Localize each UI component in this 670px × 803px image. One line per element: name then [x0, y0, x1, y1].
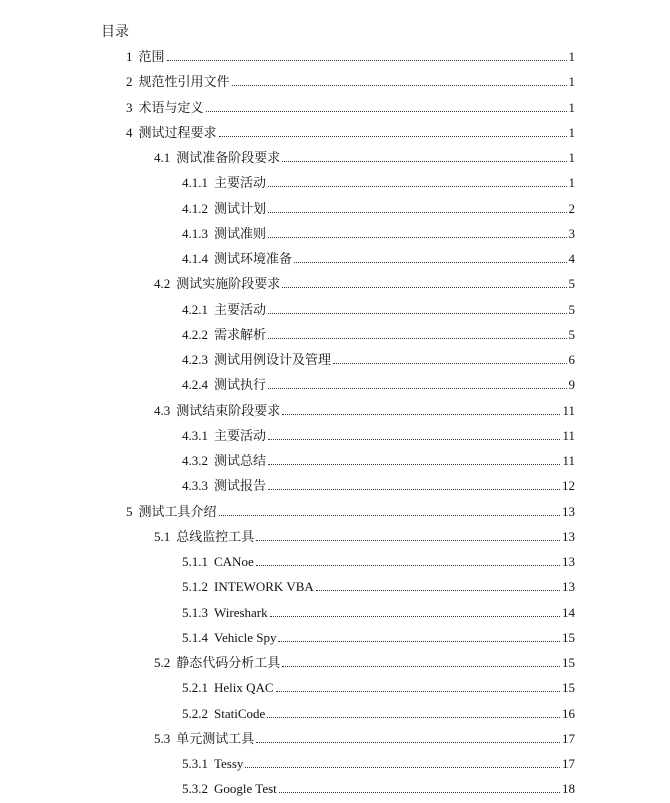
toc-entry-title: 测试过程要求 — [138, 124, 217, 140]
toc-entry-page: 16 — [562, 705, 575, 721]
toc-entry-page: 12 — [562, 478, 575, 494]
toc-entry-page: 13 — [562, 579, 575, 595]
toc-entry-number: 2 — [126, 74, 133, 90]
toc-entry-title: 需求解析 — [214, 326, 267, 342]
toc-entry-title: 测试工具介绍 — [138, 503, 217, 519]
toc-entry-number: 5.3 — [154, 730, 171, 746]
toc-leader-dots — [219, 515, 560, 516]
toc-leader-dots — [268, 212, 566, 213]
toc-entry-title: 术语与定义 — [138, 99, 204, 115]
toc-entry[interactable] — [126, 121, 575, 141]
toc-entry-title: StatiCode — [214, 705, 266, 721]
toc-entry-number: 4.3.1 — [182, 427, 208, 443]
toc-entry[interactable] — [154, 272, 575, 292]
toc-entry-page: 13 — [562, 554, 575, 569]
toc-entry[interactable] — [182, 222, 575, 242]
toc-entry-number: 4.2.3 — [182, 352, 208, 367]
toc-leader-dots — [256, 742, 560, 743]
toc-entry[interactable] — [182, 171, 575, 191]
toc-entry[interactable] — [182, 676, 575, 696]
toc-leader-dots — [206, 111, 567, 112]
toc-entry-number: 5.1.2 — [182, 579, 208, 595]
toc-entry-title: 测试总结 — [214, 453, 267, 468]
toc-leader-dots — [245, 767, 560, 768]
toc-entry-number: 4.1 — [154, 150, 171, 165]
toc-entry-number: 5.2.1 — [182, 680, 208, 696]
toc-leader-dots — [316, 590, 560, 591]
toc-leader-dots — [278, 641, 560, 642]
toc-leader-dots — [268, 237, 566, 238]
toc-entry[interactable] — [182, 323, 575, 343]
toc-entry[interactable] — [182, 575, 575, 595]
toc-entry-number: 5.1.3 — [182, 604, 208, 620]
toc-entry[interactable] — [126, 500, 575, 520]
toc-leader-dots — [294, 262, 566, 263]
toc-leader-dots — [268, 464, 560, 465]
toc-entry[interactable] — [126, 70, 575, 90]
toc-entry-page: 4 — [568, 251, 575, 266]
toc-entry[interactable] — [182, 777, 575, 797]
toc-entry-number: 5.3.1 — [182, 756, 208, 771]
toc-entry-number: 4.1.4 — [182, 251, 208, 266]
toc-leader-dots — [232, 85, 567, 86]
toc-entry-title: Tessy — [214, 756, 244, 771]
toc-leader-dots — [282, 287, 566, 288]
toc-entry-page: 5 — [568, 301, 575, 317]
toc-entry-page: 1 — [568, 175, 575, 191]
toc-entry-page: 15 — [562, 680, 575, 696]
toc-entry-number: 4.3.2 — [182, 453, 208, 468]
toc-entry-number: 5.1.4 — [182, 629, 208, 645]
toc-entry-page: 13 — [562, 528, 575, 544]
toc-leader-dots — [276, 691, 560, 692]
toc-entry[interactable] — [126, 96, 575, 116]
toc-entry[interactable] — [182, 626, 575, 646]
toc-entry-title: Helix QAC — [214, 680, 274, 696]
toc-entry[interactable] — [182, 752, 575, 772]
toc-entry-title: 测试计划 — [214, 200, 267, 216]
toc-entry-title: 主要活动 — [214, 175, 267, 191]
toc-entry-title: 测试准备阶段要求 — [176, 150, 281, 165]
toc-entry-number: 4.1.2 — [182, 200, 208, 216]
toc-entry[interactable] — [182, 550, 575, 570]
toc-title: 目录 — [101, 25, 129, 40]
toc-leader-dots — [268, 186, 566, 187]
toc-entry-page: 9 — [568, 377, 575, 393]
toc-entry-number: 3 — [126, 99, 133, 115]
toc-entry[interactable] — [154, 525, 575, 545]
toc-entry-page: 15 — [562, 629, 575, 645]
toc-entry-page: 13 — [562, 503, 575, 519]
toc-entry-number: 4.1.1 — [182, 175, 208, 191]
toc-leader-dots — [282, 414, 560, 415]
toc-entry-number: 5 — [126, 503, 133, 519]
toc-entry-number: 5.3.2 — [182, 781, 208, 797]
toc-entry-page: 11 — [562, 453, 575, 468]
toc-entry-title: 主要活动 — [214, 301, 267, 317]
toc-entry-page: 18 — [562, 781, 575, 797]
toc-entry[interactable] — [182, 298, 575, 318]
toc-entry-number: 5.1 — [154, 528, 171, 544]
toc-entry-page: 1 — [568, 150, 575, 165]
toc-entry-page: 1 — [568, 124, 575, 140]
toc-leader-dots — [279, 792, 560, 793]
toc-entry-title: 规范性引用文件 — [138, 74, 230, 90]
toc-entry-page: 1 — [568, 49, 575, 64]
toc-entry[interactable] — [182, 601, 575, 621]
toc-leader-dots — [256, 540, 560, 541]
toc-entry-number: 4.3.3 — [182, 478, 208, 494]
toc-entry[interactable] — [126, 45, 575, 65]
toc-leader-dots — [282, 161, 566, 162]
toc-entry-title: 测试结束阶段要求 — [176, 402, 281, 418]
toc-leader-dots — [268, 489, 560, 490]
toc-entry-page: 6 — [568, 352, 575, 367]
toc-entry[interactable] — [182, 702, 575, 722]
toc-entry[interactable] — [154, 651, 575, 671]
toc-entry-number: 5.2.2 — [182, 705, 208, 721]
toc-entry[interactable] — [154, 399, 575, 419]
toc-leader-dots — [333, 363, 566, 364]
toc-entry-title: CANoe — [214, 554, 254, 569]
toc-entry[interactable] — [154, 727, 575, 747]
toc-entry[interactable] — [154, 146, 575, 166]
toc-entry-number: 4.3 — [154, 402, 171, 418]
toc-entry-page: 17 — [562, 730, 575, 746]
toc-entry-number: 4.2 — [154, 276, 171, 292]
toc-entry[interactable] — [182, 449, 575, 469]
toc-entry-title: 测试执行 — [214, 377, 267, 393]
toc-entry-title: 主要活动 — [214, 427, 267, 443]
toc-entry-title: 测试准则 — [214, 225, 267, 241]
toc-entry-number: 1 — [126, 49, 133, 64]
toc-entry[interactable] — [182, 247, 575, 267]
toc-entry-title: 单元测试工具 — [176, 730, 255, 746]
toc-entry-page: 5 — [568, 326, 575, 342]
toc-entry[interactable] — [182, 348, 575, 368]
toc-entry-title: 测试用例设计及管理 — [214, 352, 332, 367]
toc-leader-dots — [256, 565, 560, 566]
toc-leader-dots — [167, 60, 567, 61]
toc-leader-dots — [219, 136, 567, 137]
toc-leader-dots — [268, 313, 566, 314]
toc-entry-page: 15 — [562, 655, 575, 670]
toc-entry-page: 1 — [568, 99, 575, 115]
toc-entry-title: 静态代码分析工具 — [176, 655, 281, 670]
toc-leader-dots — [268, 439, 560, 440]
toc-entry-title: Wireshark — [214, 604, 268, 620]
toc-leader-dots — [268, 338, 566, 339]
toc-entry-page: 1 — [568, 74, 575, 90]
toc-entry[interactable] — [182, 373, 575, 393]
toc-entry-title: 测试报告 — [214, 478, 267, 494]
toc-entry-title: INTEWORK VBA — [214, 579, 314, 595]
toc-entry-title: Vehicle Spy — [214, 629, 277, 645]
toc-entry-page: 2 — [568, 200, 575, 216]
toc-entry-page: 3 — [568, 225, 575, 241]
toc-entry[interactable] — [182, 197, 575, 217]
toc-leader-dots — [267, 717, 560, 718]
toc-entry-number: 4.1.3 — [182, 225, 208, 241]
toc-entry-title: Google Test — [214, 781, 277, 797]
toc-entry[interactable] — [182, 474, 575, 494]
toc-entry-number: 5.2 — [154, 655, 171, 670]
toc-entry-title: 测试环境准备 — [214, 251, 293, 266]
toc-leader-dots — [282, 666, 560, 667]
toc-entry-number: 4.2.4 — [182, 377, 208, 393]
toc-leader-dots — [270, 616, 560, 617]
toc-entry-number: 4.2.2 — [182, 326, 208, 342]
toc-entry[interactable] — [182, 424, 575, 444]
toc-entry-page: 11 — [562, 427, 575, 443]
toc-entry-page: 11 — [562, 402, 575, 418]
toc-entry-title: 总线监控工具 — [176, 528, 255, 544]
toc-entry-title: 测试实施阶段要求 — [176, 276, 281, 292]
toc-entry-page: 14 — [562, 604, 575, 620]
toc-entry-number: 4 — [126, 124, 133, 140]
toc-entry-number: 4.2.1 — [182, 301, 208, 317]
toc-entry-page: 17 — [562, 756, 575, 771]
toc-leader-dots — [268, 388, 566, 389]
toc-entry-title: 范围 — [138, 49, 165, 64]
toc-entry-number: 5.1.1 — [182, 554, 208, 569]
toc-entry-page: 5 — [568, 276, 575, 292]
